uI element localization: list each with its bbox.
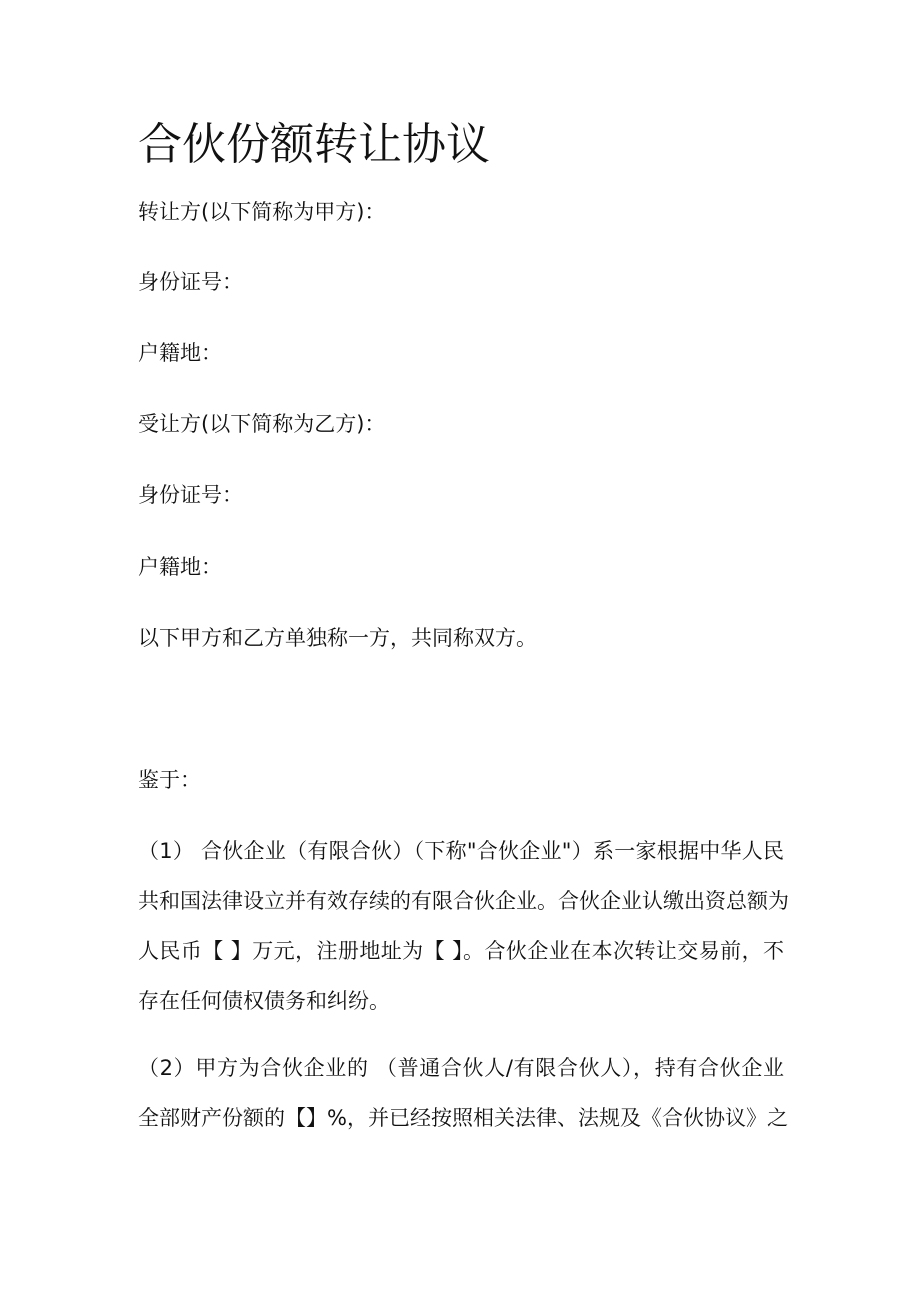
transferee-domicile-field: 户籍地：: [138, 555, 222, 579]
transferor-domicile-field: 户籍地：: [138, 341, 222, 365]
transferee-id-field: 身份证号：: [138, 483, 243, 507]
whereas-heading: 鉴于：: [138, 768, 201, 792]
clause-2-line: 全部财产份额的【】%，并已经按照相关法律、法规及《合伙协议》之: [138, 1106, 788, 1130]
clause-1-line: （1） 合伙企业（有限合伙）（下称"合伙企业"）系一家根据中华人民: [138, 839, 784, 863]
clause-1-line: 存在任何债权债务和纠纷。: [138, 989, 390, 1013]
clause-1-line: 共和国法律设立并有效存续的有限合伙企业。合伙企业认缴出资总额为: [138, 889, 789, 913]
parties-note: 以下甲方和乙方单独称一方，共同称双方。: [138, 626, 537, 650]
transferor-field: 转让方(以下简称为甲方)：: [138, 200, 386, 224]
clause-1-line: 人民币【 】万元，注册地址为【 】。合伙企业在本次转让交易前，不: [138, 939, 784, 963]
transferor-id-field: 身份证号：: [138, 270, 243, 294]
document-title: 合伙份额转让协议: [138, 119, 490, 170]
clause-1: [138, 836, 789, 1036]
clause-2: [138, 1053, 788, 1153]
clause-2-line: （2）甲方为合伙企业的 （普通合伙人/有限合伙人），持有合伙企业: [138, 1056, 784, 1080]
transferee-field: 受让方(以下简称为乙方)：: [138, 412, 386, 436]
